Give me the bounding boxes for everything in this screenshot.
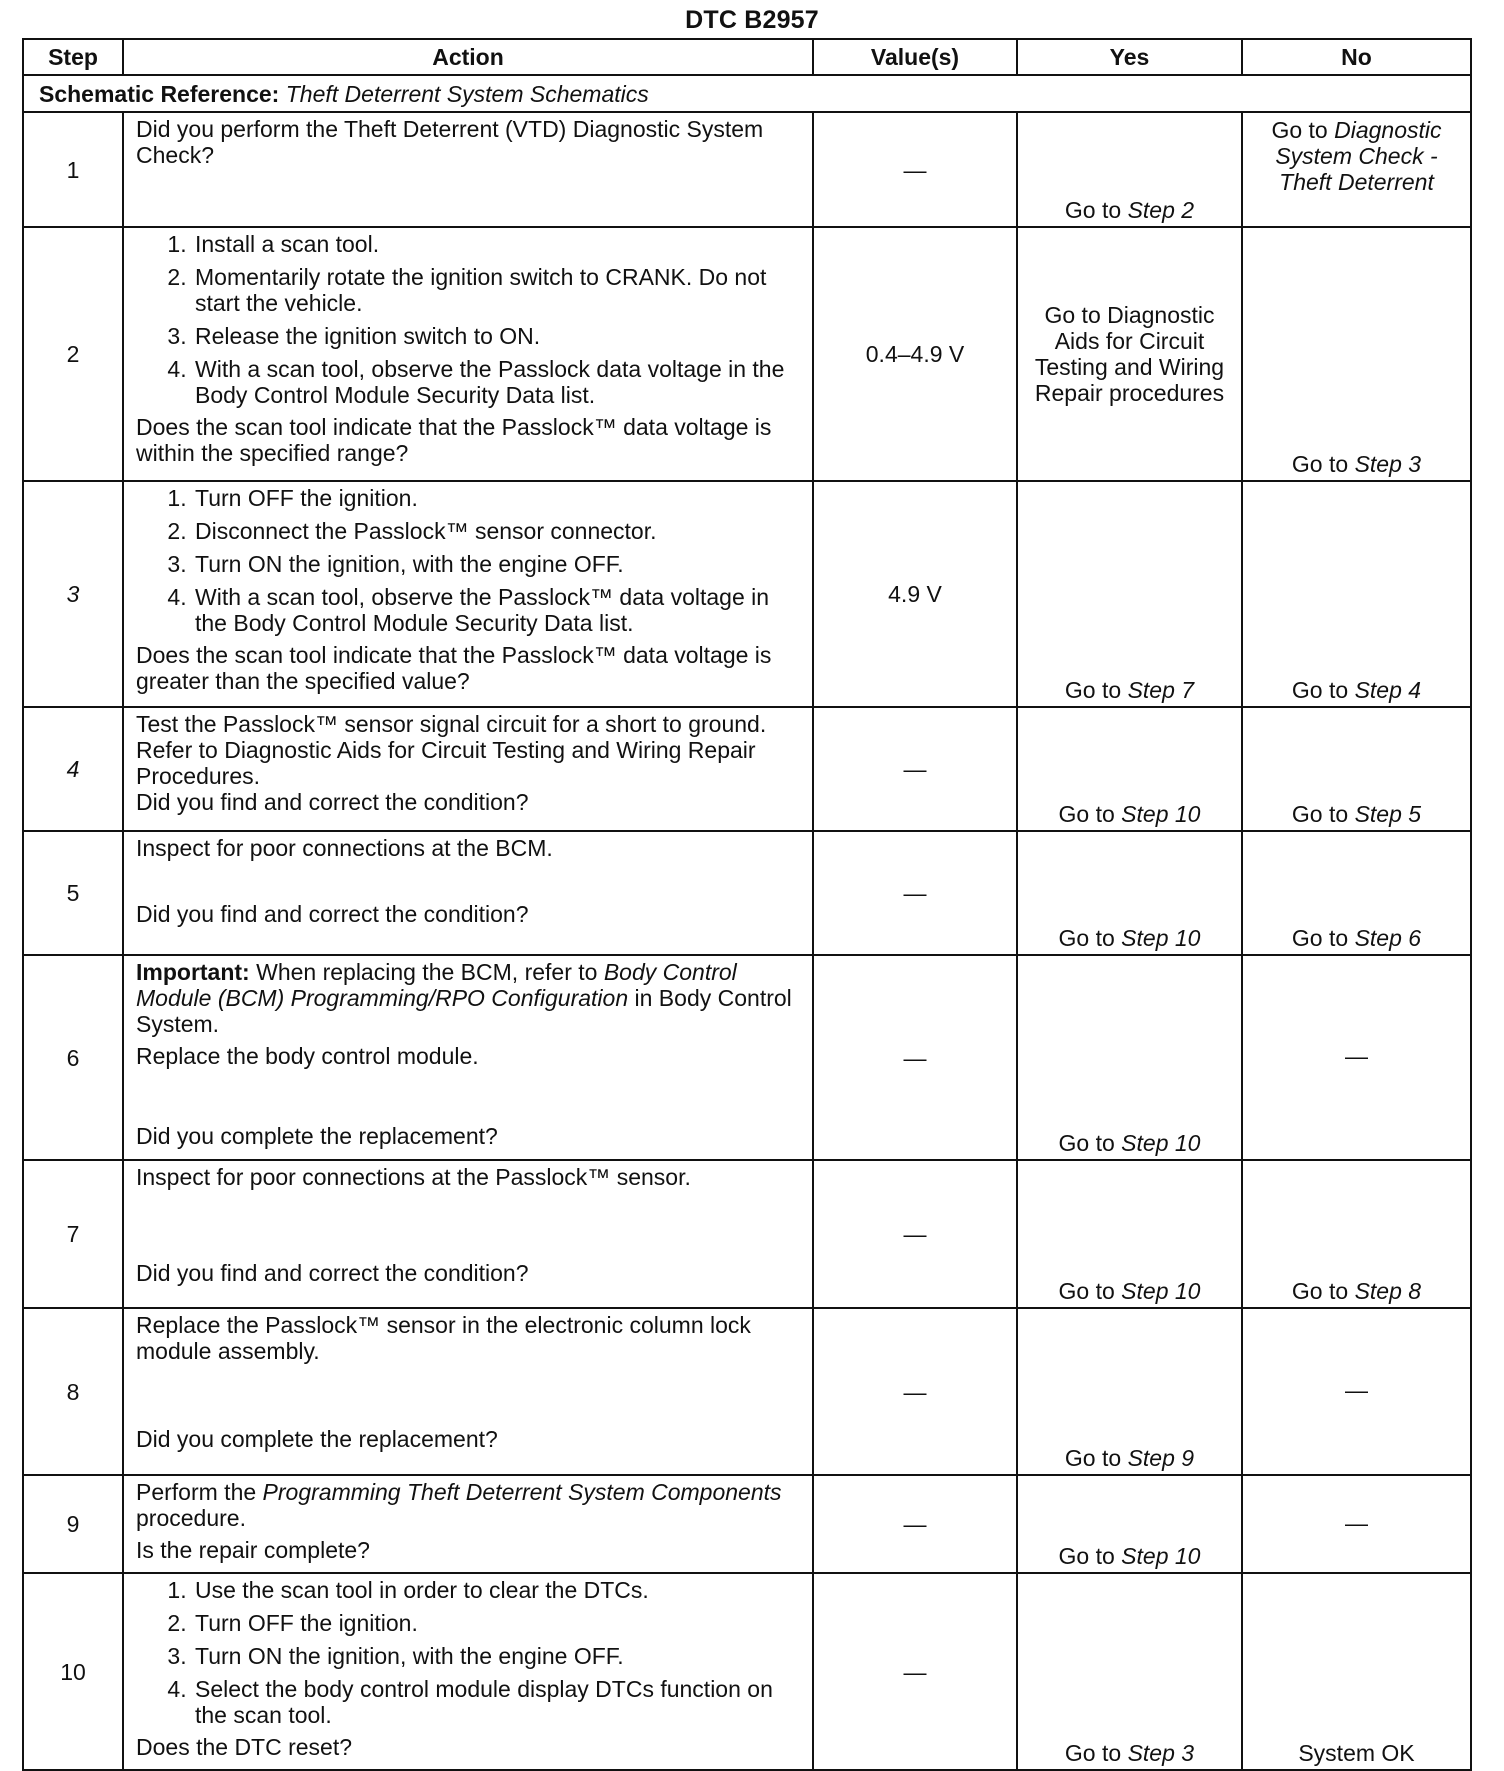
no-prefix: Go to (1291, 1278, 1349, 1305)
action-step-item: 2. Momentarily rotate the ignition switch to CRANK. Do not start the vehicle. (193, 264, 802, 316)
yes-step-link[interactable]: Step 3 (1127, 1740, 1195, 1767)
header-no: No (1242, 39, 1471, 75)
table-row (23, 481, 1471, 707)
action-step-item: 3. Turn ON the ignition, with the engine OFF. (193, 1643, 802, 1669)
value-cell: — (813, 1573, 1017, 1770)
action-steps-list (136, 485, 802, 636)
yes-prefix: Go to (1064, 677, 1122, 704)
step-number: 5 (23, 831, 123, 955)
action-steps-list (136, 231, 802, 408)
value-cell: 0.4–4.9 V (813, 227, 1017, 481)
action-question: Does the scan tool indicate that the Passlock™ data voltage is within the specified range? (136, 413, 772, 466)
header-yes: Yes (1017, 39, 1242, 75)
value-cell: — (813, 112, 1017, 227)
step-number: 2 (23, 227, 123, 481)
header-action: Action (123, 39, 813, 75)
action-steps-list (136, 1577, 802, 1728)
no-cell: System OK (1242, 1573, 1471, 1770)
step-number: 3 (23, 481, 123, 707)
yes-prefix: Go to (1064, 1740, 1122, 1767)
action-question: Did you find and correct the condition? (136, 900, 529, 927)
action-step-item: 1. Turn OFF the ignition. (193, 485, 802, 511)
action-text (136, 1479, 802, 1531)
yes-step-link[interactable]: Step 2 (1127, 197, 1195, 224)
step-number: 1 (23, 112, 123, 227)
yes-prefix: Go to (1058, 1130, 1115, 1157)
value-cell: — (813, 1308, 1017, 1475)
action-text: Test the Passlock™ sensor signal circuit for a short to ground. Refer to Diagnostic Aids for Circuit Testing and Wiring Repair Procedures. (136, 711, 767, 789)
step-number: 6 (23, 955, 123, 1160)
no-prefix: Go to (1291, 451, 1349, 478)
table-row (23, 831, 1471, 955)
value-cell: — (813, 1475, 1017, 1573)
value-cell: — (813, 1160, 1017, 1308)
no-step-link[interactable]: Step 5 (1354, 801, 1422, 828)
action-step-item: 4. With a scan tool, observe the Passlock data voltage in the Body Control Module Security Data list. (193, 356, 802, 408)
table-row (23, 1573, 1471, 1770)
important-text-end: in Body Control System. (136, 984, 792, 1037)
programming-theft-deterrent-link[interactable]: Programming Theft Deterrent System Components (262, 1479, 782, 1505)
header-step: Step (23, 39, 123, 75)
action-step-item: 4. Select the body control module display DTCs function on the scan tool. (193, 1676, 802, 1728)
action-step-item: 2. Disconnect the Passlock™ sensor connector. (193, 518, 802, 544)
no-step-link[interactable]: Step 4 (1354, 677, 1422, 704)
action-step-item: 1. Use the scan tool in order to clear the DTCs. (193, 1577, 802, 1603)
yes-prefix: Go to (1058, 801, 1115, 828)
no-prefix: Go to (1271, 117, 1328, 143)
schematic-reference-row (23, 75, 1471, 112)
yes-step-link[interactable]: Step 10 (1121, 1278, 1201, 1305)
yes-prefix: Go to (1064, 197, 1122, 224)
action-question: Is the repair complete? (136, 1536, 370, 1563)
table-row (23, 707, 1471, 831)
page-title: DTC B2957 (685, 6, 819, 34)
action-text: Inspect for poor connections at the Passlock™ sensor. (136, 1164, 691, 1190)
yes-step-link[interactable]: Step 10 (1121, 801, 1201, 828)
yes-prefix: Go to (1058, 1543, 1115, 1570)
action-text: Replace the body control module. (136, 1042, 479, 1069)
table-row (23, 1160, 1471, 1308)
no-prefix: Go to (1291, 677, 1349, 704)
action-question: Did you find and correct the condition? (136, 788, 529, 815)
yes-prefix: Go to (1058, 1278, 1115, 1305)
no-step-link[interactable]: Step 8 (1354, 1278, 1422, 1305)
action-text: Replace the Passlock™ sensor in the electronic column lock module assembly. (136, 1312, 751, 1364)
no-step-link[interactable]: Step 6 (1354, 925, 1422, 952)
value-cell: — (813, 831, 1017, 955)
no-step-link[interactable]: Step 3 (1354, 451, 1422, 478)
no-prefix: Go to (1291, 925, 1349, 952)
dtc-table (22, 38, 1472, 1771)
yes-step-link[interactable]: Step 10 (1121, 1130, 1201, 1157)
yes-step-link[interactable]: Step 10 (1121, 1543, 1201, 1570)
schematic-reference-label: Schematic Reference: (39, 80, 280, 107)
action-step-item: 3. Release the ignition switch to ON. (193, 323, 802, 349)
important-note (136, 959, 802, 1037)
yes-step-link[interactable]: Step 9 (1127, 1445, 1195, 1472)
no-cell: — (1242, 1475, 1471, 1573)
no-cell: — (1242, 955, 1471, 1160)
step-number: 7 (23, 1160, 123, 1308)
header-values: Value(s) (813, 39, 1017, 75)
yes-prefix: Go to (1064, 1445, 1122, 1472)
yes-link[interactable]: Go to Diagnostic Aids for Circuit Testing and Wiring Repair procedures (1034, 302, 1225, 406)
table-row (23, 955, 1471, 1160)
no-prefix: Go to (1291, 801, 1349, 828)
action-text: Did you perform the Theft Deterrent (VTD) Diagnostic System Check? (136, 116, 764, 168)
value-cell: — (813, 955, 1017, 1160)
yes-prefix: Go to (1058, 925, 1115, 952)
action-question: Did you find and correct the condition? (136, 1259, 529, 1286)
table-row (23, 112, 1471, 227)
header-row (23, 39, 1471, 75)
action-question: Did you complete the replacement? (136, 1122, 498, 1149)
schematic-reference-link[interactable]: Theft Deterrent System Schematics (285, 80, 649, 107)
step-number: 9 (23, 1475, 123, 1573)
action-question: Does the DTC reset? (136, 1733, 353, 1760)
action-step-item: 2. Turn OFF the ignition. (193, 1610, 802, 1636)
bcm-programming-link[interactable]: Body Control Module (BCM) Programming/RPO Configuration (136, 959, 737, 1011)
table-row (23, 1308, 1471, 1475)
no-step-link[interactable]: Diagnostic System Check - Theft Deterrent (1275, 117, 1442, 195)
step-number: 10 (23, 1573, 123, 1770)
action-text-start: Perform the (136, 1479, 257, 1505)
action-step-item: 4. With a scan tool, observe the Passlock™ data voltage in the Body Control Module Security Data list. (193, 584, 802, 636)
table-row (23, 227, 1471, 481)
important-label: Important: (136, 959, 250, 985)
yes-step-link[interactable]: Step 10 (1121, 925, 1201, 952)
no-cell: — (1242, 1308, 1471, 1475)
action-question: Did you complete the replacement? (136, 1425, 498, 1452)
action-step-item: 3. Turn ON the ignition, with the engine OFF. (193, 551, 802, 577)
value-cell: 4.9 V (813, 481, 1017, 707)
action-step-item: 1. Install a scan tool. (193, 231, 802, 257)
action-question: Does the scan tool indicate that the Passlock™ data voltage is greater than the specified value? (136, 641, 772, 694)
step-number: 4 (23, 707, 123, 831)
yes-step-link[interactable]: Step 7 (1127, 677, 1195, 704)
table-row (23, 1475, 1471, 1573)
value-cell: — (813, 707, 1017, 831)
step-number: 8 (23, 1308, 123, 1475)
action-text: Inspect for poor connections at the BCM. (136, 835, 553, 861)
action-text-end: procedure. (136, 1504, 246, 1531)
important-text: When replacing the BCM, refer to (256, 959, 598, 985)
